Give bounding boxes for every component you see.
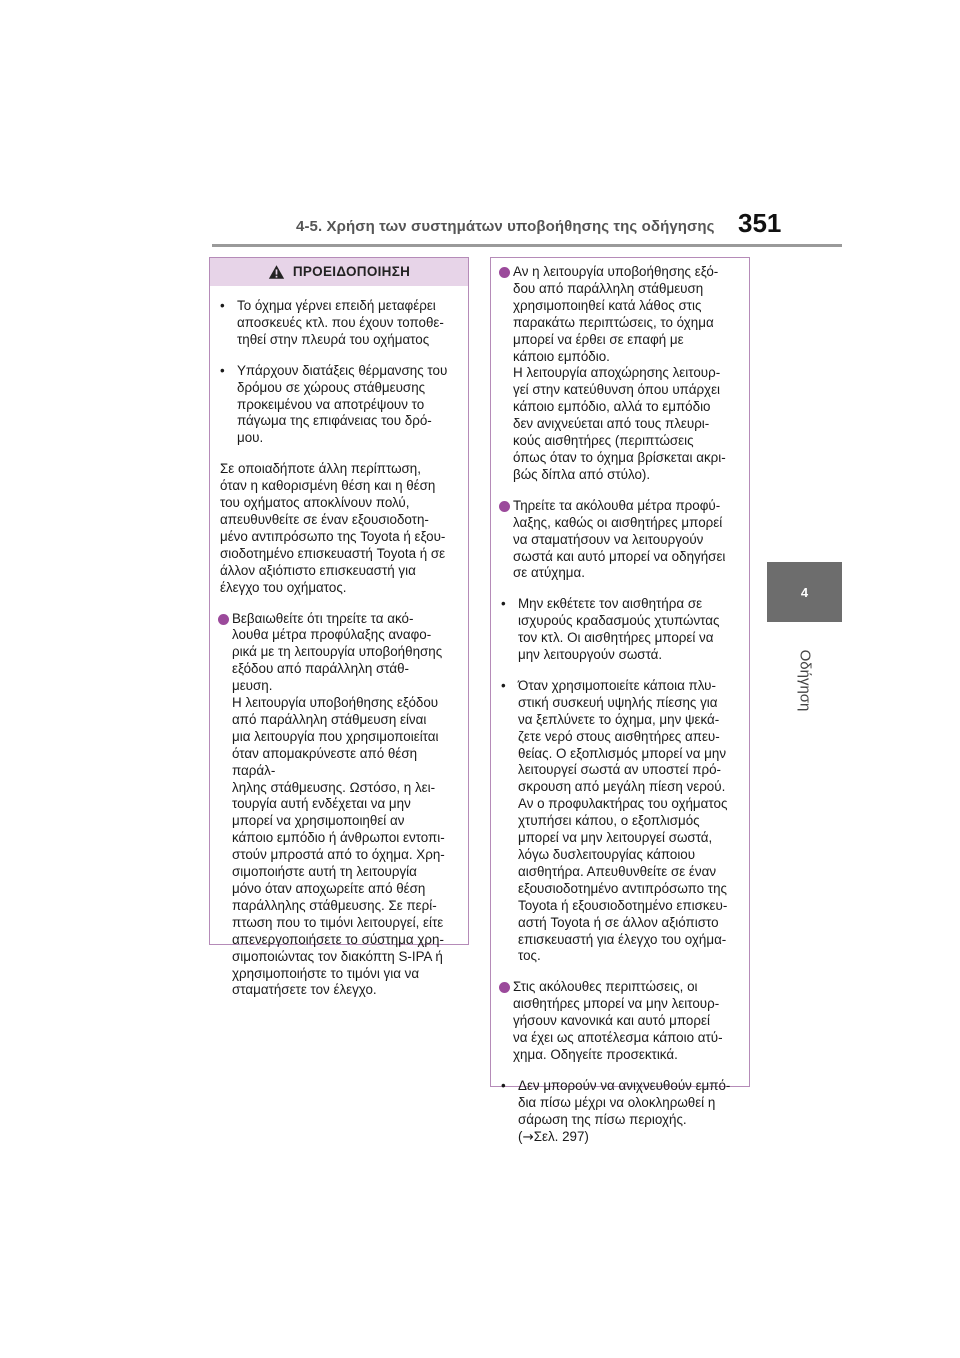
text-line: να έχει ως αποτέλεσμα κάποιο ατύ- <box>513 1030 723 1046</box>
text-line: μένο αντιπρόσωπο της Toyota ή εξου- <box>220 528 446 544</box>
text-line: • Δεν μπορούν να ανιχνευθούν εμπό- <box>518 1077 731 1093</box>
text-line: εξουσιοδοτημένο αντιπρόσωπο της <box>518 880 727 896</box>
text-line: μπορεί να έρθει σε επαφή με <box>513 331 684 347</box>
text-line: αισθητήρα. Απευθυνθείτε σε έναν <box>518 863 717 879</box>
text-line: κούς αισθητήρες (περιπτώσεις <box>513 433 694 449</box>
text-line: • Όταν χρησιμοποιείτε κάποια πλυ- <box>518 677 716 693</box>
text-line: • Μην εκθέτετε τον αισθητήρα σε <box>518 596 703 612</box>
text-line: γήσουν κανονικά και αυτό μπορεί <box>513 1013 710 1029</box>
warning-paragraph <box>210 461 468 596</box>
warning-bullet-2 <box>219 363 468 448</box>
text-line: σκρουση από μεγάλη πίεση νερού. <box>518 779 726 795</box>
text-line: μου. <box>237 430 264 446</box>
chapter-label <box>770 640 840 720</box>
text-line: προκειμένου να αποτρέψουν το <box>237 396 425 412</box>
ref-open: ( <box>518 1128 523 1144</box>
text-line: σε ατύχημα. <box>513 565 585 581</box>
text-line: Σε οποιαδήποτε άλλη περίπτωση, <box>220 461 421 477</box>
text-line: χρησιμοποιήστε το τιμόνι για να <box>232 965 420 981</box>
text-line: παρακάτω περιπτώσεις, το όχημα <box>513 314 714 330</box>
bullet-rear-scan <box>500 1078 749 1147</box>
text-line: Αν η λειτουργία υποβοήθησης εξό- <box>513 264 719 279</box>
warning-box <box>209 257 469 998</box>
text-line: δου από παράλληλη στάθμευση <box>513 280 704 296</box>
text-line: λουθα μέτρα προφύλαξης αναφο- <box>232 627 432 643</box>
text-line: κάποιο εμπόδιο, αλλά το εμπόδιο <box>513 399 711 415</box>
text-line: κάποιο εμπόδιο. <box>513 348 610 364</box>
text-line: στική συσκευή υψηλής πίεσης για <box>518 694 718 710</box>
text-line: να σταματήσουν να λειτουργούν <box>513 531 704 547</box>
bullet-dot-icon <box>499 267 510 278</box>
text-line: σταματήσετε τον έλεγχο. <box>232 982 377 998</box>
text-line: σιοδοτημένο επισκευαστή Toyota ή σε <box>220 545 446 561</box>
text-line: σιμοποιήστε αυτή τη λειτουργία <box>232 864 417 880</box>
text-line: τηθεί στην πλευρά του οχήματος <box>237 331 430 347</box>
text-line: • Το όχημα γέρνει επειδή μεταφέρει <box>237 298 436 313</box>
text-line: αισθητήρες μπορεί να μην λειτουρ- <box>513 996 720 1012</box>
text-line: του οχήματος αποκλίνουν πολύ, <box>220 495 410 511</box>
warning-header <box>210 258 468 286</box>
chapter-label-text: Οδήγηση <box>796 649 814 711</box>
text-line: όταν απομακρύνεστε από θέση παράλ- <box>232 745 418 778</box>
text-line: μευση. <box>232 678 273 694</box>
text-line: λειτουργεί σωστά αν υποστεί πρό- <box>518 762 721 778</box>
text-line: ισχυρούς κραδασμούς χτυπώντας <box>518 613 720 629</box>
text-line: ληλης στάθμευσης. Ωστόσο, η λει- <box>232 779 436 795</box>
text-line: σάρωση της πίσω περιοχής. <box>518 1111 687 1127</box>
text-line: αποσκευές κτλ. που έχουν τοποθε- <box>237 314 444 330</box>
text-line: ρικά με τη λειτουργία υποβοήθησης <box>232 644 443 660</box>
text-line: Η λειτουργία αποχώρησης λειτουρ- <box>513 365 721 381</box>
text-line: Τηρείτε τα ακόλουθα μέτρα προφύ- <box>513 497 721 513</box>
text-line: μπορεί να χρησιμοποιηθεί αν <box>232 813 405 829</box>
text-line: Αν ο προφυλακτήρας του οχήματος <box>518 796 728 812</box>
text-line: άλλον αξιόπιστο επισκευαστή για <box>220 562 416 578</box>
text-line: απευθυνθείτε σε έναν εξουσιοδοτη- <box>220 511 429 527</box>
text-line: κάποιο εμπόδιο ή άνθρωποι εντοπι- <box>232 830 445 846</box>
text-line: μόνο όταν αποχωρείτε από θέση <box>232 881 426 896</box>
text-line: μην λειτουργούν σωστά. <box>518 647 663 663</box>
page-number: 351 <box>738 208 782 238</box>
text-line: όταν η καθορισμένη θέση και η θέση <box>220 478 436 494</box>
text-line: χρησιμοποιηθεί κατά λάθος στις <box>513 297 702 313</box>
text-line: Βεβαιωθείτε ότι τηρείτε τα ακό- <box>232 610 414 626</box>
text-line: ζετε νερό στους αισθητήρες απευ- <box>518 728 720 744</box>
ref-text: Σελ. 297) <box>533 1128 589 1144</box>
text-line: δεν ανιχνεύεται από τους πλευρι- <box>513 416 710 432</box>
text-line: χημα. Οδηγείτε προσεκτικά. <box>513 1046 678 1062</box>
text-line: λαξης, καθώς οι αισθητήρες μπορεί <box>513 514 723 530</box>
text-line: Η λειτουργία υποβοήθησης εξόδου <box>232 695 439 711</box>
chapter-tab[interactable]: 4 <box>767 562 842 622</box>
text-line: τος. <box>518 948 541 964</box>
circle-item-conditions <box>499 979 749 1064</box>
text-line: από παράλληλη στάθμευση είναι <box>232 711 427 727</box>
text-line: δια πίσω μέχρι να ολοκληρωθεί η <box>518 1094 716 1110</box>
text-line: όπως όταν το όχημα βρίσκεται ακρι- <box>513 449 726 465</box>
text-line: τουργία αυτή ενδέχεται να μην <box>232 796 411 812</box>
bullet-dot-icon <box>499 501 510 512</box>
text-line: στούν μπροστά από το όχημα. Χρη- <box>232 847 445 863</box>
text-line: απενεργοποιήσετε το σύστημα χρη- <box>232 931 444 947</box>
bullet-dot-icon <box>218 614 229 625</box>
text-line: γεί στην κατεύθυνση όπου υπάρχει <box>513 382 721 398</box>
text-line: τον κτλ. Οι αισθητήρες μπορεί να <box>518 630 714 646</box>
text-line: εξόδου από παράλληλη στάθ- <box>232 661 410 677</box>
section-title: 4-5. Χρήση των συστημάτων υποβοήθησης της οδήγησης <box>296 218 715 235</box>
text-line: Toyota ή εξουσιοδοτημένο επισκευ- <box>518 897 728 913</box>
text-line: Στις ακόλουθες περιπτώσεις, οι <box>513 979 698 995</box>
warning-continuation-box <box>490 257 750 1145</box>
arrow-right-icon: → <box>522 1129 534 1145</box>
text-line: • Υπάρχουν διατάξεις θέρμανσης του <box>237 362 448 378</box>
text-line: επισκευαστή για έλεγχο του οχήμα- <box>518 931 727 947</box>
warning-circle-item <box>218 611 468 1000</box>
text-line: πτωση που το τιμόνι λειτουργεί, είτε <box>232 914 444 930</box>
warning-bullet-1 <box>219 298 468 349</box>
text-line: έλεγχο του οχήματος. <box>220 579 347 595</box>
circle-item-misuse <box>499 264 749 484</box>
text-line: θείας. Ο εξοπλισμός μπορεί να μην <box>518 745 727 761</box>
text-line: λόγω δυσλειτουργίας κάποιου <box>518 847 696 862</box>
page-reference[interactable] <box>518 1129 741 1147</box>
text-line: χτυπήσει κάπου, ο εξοπλισμός <box>518 813 700 829</box>
header-divider <box>212 244 842 247</box>
text-line: να ξεπλύνετε το όχημα, μην ψεκά- <box>518 711 720 727</box>
text-line: δρόμου σε χώρους στάθμευσης <box>237 379 426 395</box>
text-line: μπορεί να μην λειτουργεί σωστά, <box>518 830 713 846</box>
warning-triangle-icon <box>268 264 285 280</box>
warning-title: ΠΡΟΕΙΔΟΠΟΙΗΣΗ <box>292 263 411 279</box>
bullet-dot-icon <box>499 982 510 993</box>
text-line: μια λειτουργία που χρησιμοποιείται <box>232 728 439 744</box>
text-line: σωστά και αυτό μπορεί να οδηγήσει <box>513 548 726 564</box>
text-line: βώς δίπλα από στύλο). <box>513 466 651 482</box>
text-line: σιμοποιώντας τον διακόπτη S-IPA ή <box>232 948 443 964</box>
circle-item-precautions <box>499 498 749 583</box>
bullet-pressure-washer <box>500 678 749 965</box>
bullet-sensor-impact <box>500 596 749 664</box>
text-line: παράλληλης στάθμευσης. Σε περί- <box>232 897 437 913</box>
text-line: αστή Toyota ή σε άλλον αξιόπιστο <box>518 914 719 930</box>
text-line: πάγωμα της επιφάνειας του δρό- <box>237 413 432 429</box>
